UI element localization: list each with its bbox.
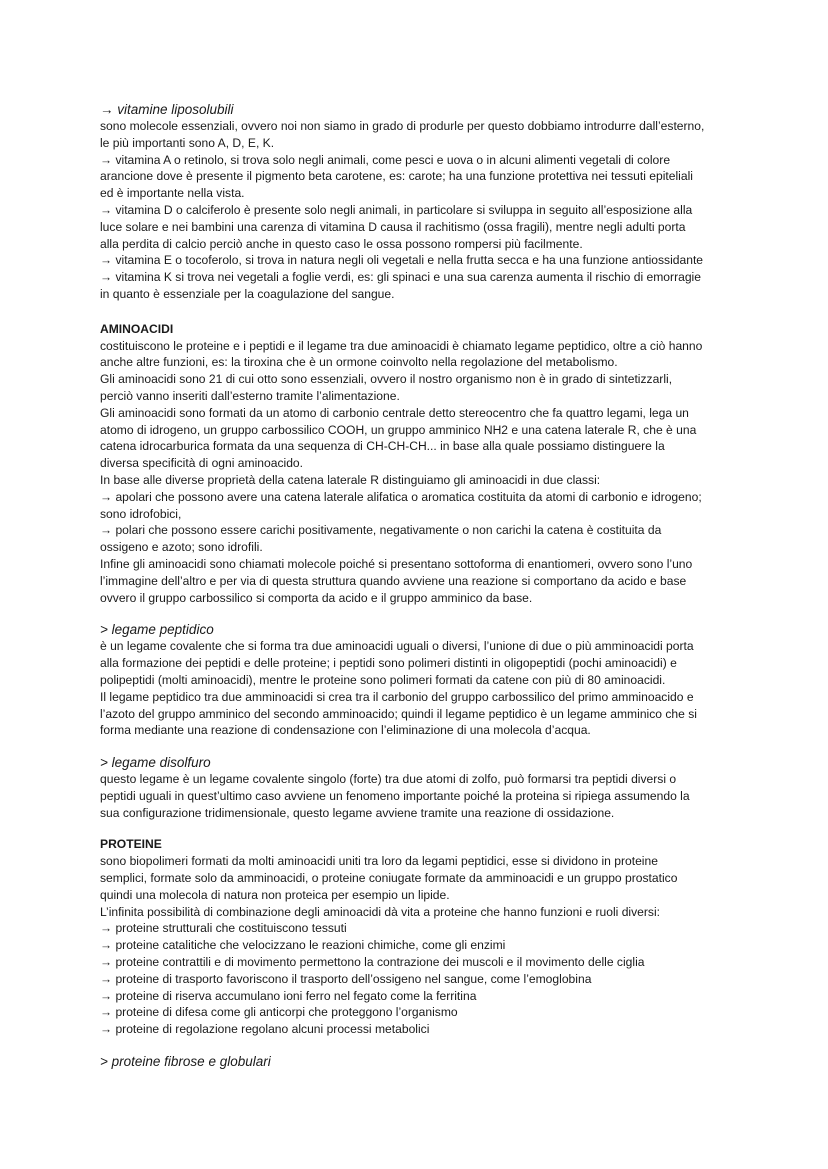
proteine-body: [100, 853, 732, 1038]
text-line: Gli aminoacidi sono 21 di cui otto sono essenziali, ovvero il nostro organismo non è in grado di sintetizzarli,: [100, 372, 673, 387]
list-item: → proteine strutturali che costituiscono tessuti: [100, 921, 347, 936]
list-item: → proteine di regolazione regolano alcuni processi metabolici: [100, 1022, 430, 1037]
vitamine-body: [100, 118, 732, 303]
text-line: ossigeno e azoto; sono idrofili.: [100, 540, 263, 555]
text-line: ovvero il gruppo carbossilico si comporta da acido e il gruppo amminico da base.: [100, 590, 533, 605]
text-line: sua configurazione tridimensionale, questo legame avviene tramite una reazione di ossidazione.: [100, 805, 615, 820]
text-line: anche altre funzioni, es: la tiroxina che è un ormone coinvolto nella regolazione del metabolismo.: [100, 355, 618, 370]
text-line: alla formazione dei peptidi e delle proteine; i peptidi sono polimeri distinti in oligopeptidi (pochi aminoacidi) e: [100, 656, 677, 671]
list-item: → proteine catalitiche che velocizzano le reazioni chimiche, come gli enzimi: [100, 938, 506, 953]
peptidico-heading: > legame peptidico: [100, 622, 214, 638]
list-item: → proteine di riserva accumulano ioni ferro nel fegato come la ferritina: [100, 988, 477, 1003]
text-line: semplici, formate solo da amminoacidi, o proteine coniugate formate da amminoacidi e un gruppo prostatico: [100, 871, 678, 886]
text-line: in quanto è essenziale per la coagulazione del sangue.: [100, 286, 395, 301]
text-line: quindi una molecola di natura non proteica per esempio un lipide.: [100, 887, 450, 902]
text-line: → vitamina D o calciferolo è presente solo negli animali, in particolare si sviluppa in seguito all’esposizione alla: [100, 202, 693, 217]
text-line: l’immagine dell’altro e per via di questa struttura quando avviene una reazione si comportano da acido e base: [100, 573, 687, 588]
disolfuro-body: [100, 771, 732, 821]
list-item: → proteine contrattili e di movimento permettono la contrazione dei muscoli e il movimento delle ciglia: [100, 955, 645, 970]
aminoacidi-body: [100, 338, 732, 607]
text-line: questo legame è un legame covalente singolo (forte) tra due atomi di zolfo, può formarsi tra peptidi diversi o: [100, 772, 677, 787]
document-page: [100, 101, 732, 1070]
text-line: sono molecole essenziali, ovvero noi non siamo in grado di produrle per questo dobbiamo introdurre dall’esterno,: [100, 119, 705, 133]
text-line: sono idrofobici,: [100, 506, 182, 521]
text-line: arancione dove è presente il pigmento beta carotene, es: carote; ha una funzione protettiva nei tessuti epiteliali: [100, 169, 693, 184]
fibrose-heading: > proteine fibrose e globulari: [100, 1054, 271, 1070]
list-item: → proteine di difesa come gli anticorpi che proteggono l’organismo: [100, 1005, 458, 1020]
text-line: → apolari che possono avere una catena laterale alifatica o aromatica costituita da atomi di carbonio e idrogeno;: [100, 489, 702, 504]
text-line: diversa specificità di ogni aminoacido.: [100, 456, 304, 471]
text-line: L’infinita possibilità di combinazione degli aminoacidi dà vita a proteine che hanno funzioni e ruoli diversi:: [100, 904, 661, 919]
section-title-proteine: PROTEINE: [100, 837, 162, 852]
text-line: l’azoto del gruppo amminico del secondo amminoacido; quindi il legame peptidico è un legame amminico che si: [100, 706, 697, 721]
text-line: costituiscono le proteine e i peptidi e il legame tra due aminoacidi è chiamato legame peptidico, oltre a ciò hanno: [100, 338, 703, 353]
text-line: è un legame covalente che si forma tra due aminoacidi uguali o diversi, l’unione di due o più amminoacidi porta: [100, 639, 694, 654]
list-item: → proteine di trasporto favoriscono il trasporto dell’ossigeno nel sangue, come l’emoglobina: [100, 971, 592, 986]
text-line: sono biopolimeri formati da molti aminoacidi uniti tra loro da legami peptidici, esse si dividono in proteine: [100, 854, 658, 869]
text-line: le più importanti sono A, D, E, K.: [100, 135, 275, 150]
text-line: atomo di idrogeno, un gruppo carbossilico COOH, un gruppo amminico NH2 e una catena laterale R, che è una: [100, 422, 697, 437]
text-line: Gli aminoacidi sono formati da un atomo di carbonio centrale detto stereocentro che fa quattro legami, lega un: [100, 405, 689, 420]
text-line: alla perdita di calcio perciò anche in questo caso le ossa possono rompersi più facilmente.: [100, 236, 583, 251]
disolfuro-heading: > legame disolfuro: [100, 755, 211, 771]
vitamine-heading: → vitamine liposolubili: [100, 102, 234, 117]
peptidico-body: [100, 638, 732, 739]
text-line: In base alle diverse proprietà della catena laterale R distinguiamo gli aminoacidi in due classi:: [100, 472, 601, 487]
text-line: → polari che possono essere carichi positivamente, negativamente o non carichi la catena è costituita da: [100, 523, 662, 538]
text-line: → vitamina A o retinolo, si trova solo negli animali, come pesci e uova o in alcuni alimenti vegetali di colore: [100, 152, 671, 167]
text-line: → vitamina E o tocoferolo, si trova in natura negli oli vegetali e nella frutta secca e ha una funzione antiossidante: [100, 253, 704, 268]
text-line: polipeptidi (molti aminoacidi), mentre le proteine sono polimeri formati da catene con più di 80 aminoacidi.: [100, 672, 666, 687]
text-line: → vitamina K si trova nei vegetali a foglie verdi, es: gli spinaci e una sua carenza aumenta il rischio di emorragie: [100, 270, 701, 285]
text-line: Il legame peptidico tra due amminoacidi si crea tra il carbonio del gruppo carbossilico del primo amminoacido e: [100, 689, 694, 704]
text-line: ed è importante nella vista.: [100, 186, 245, 201]
text-line: luce solare e nei bambini una carenza di vitamina D causa il rachitismo (ossa fragili), mentre negli adulti porta: [100, 219, 686, 234]
text-line: Infine gli aminoacidi sono chiamati molecole poiché si presentano sottoforma di enantiomeri, ovvero sono l’uno: [100, 556, 693, 571]
text-line: peptidi uguali in quest’ultimo caso avviene un fenomeno importante poiché la proteina si ripiega assumendo la: [100, 788, 690, 803]
text-line: forma mediante una reazione di condensazione con l’eliminazione di una molecola d’acqua.: [100, 723, 591, 738]
text-line: catena idrocarburica formata da una sequenza di CH-CH-CH... in base alla quale possiamo distinguere la: [100, 439, 665, 454]
section-title-aminoacidi: AMINOACIDI: [100, 321, 174, 336]
text-line: perciò vanno inseriti dall’esterno tramite l’alimentazione.: [100, 388, 400, 403]
